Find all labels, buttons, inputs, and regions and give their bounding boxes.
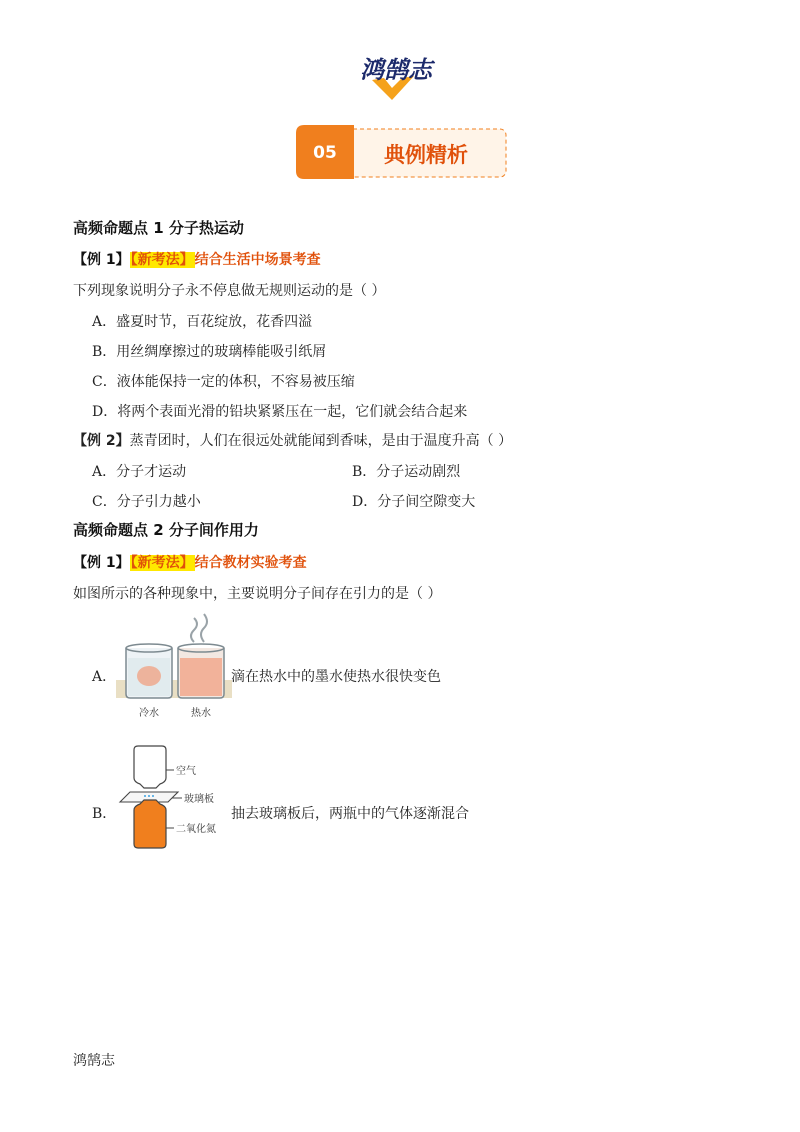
example1-header [73, 249, 321, 269]
example-tag: 【例 1】 [73, 252, 130, 268]
label-no2: 二氧化氮 [176, 824, 216, 835]
option-d: D．将两个表面光滑的铅块紧紧压在一起，它们就会结合起来 [92, 404, 468, 420]
option-c: C．液体能保持一定的体积，不容易被压缩 [92, 374, 355, 390]
example1-header [73, 552, 307, 572]
option-d: D．分子间空隙变大 [352, 494, 476, 510]
footer-text: 鸿鹄志 [73, 1053, 115, 1069]
gas-bottles-figure [116, 744, 224, 854]
label-glass-plate: 玻璃板 [184, 794, 214, 805]
section1-heading: 高频命题点 1 分子热运动 [73, 219, 244, 237]
question-text: 如图所示的各种现象中，主要说明分子间存在引力的是（ ） [73, 586, 442, 602]
option-a-text: 滴在热水中的墨水使热水很快变色 [231, 669, 441, 685]
example-topic: 结合生活中场景考查 [194, 252, 321, 268]
option-c: C．分子引力越小 [92, 494, 201, 510]
question-text: 下列现象说明分子永不停息做无规则运动的是（ ） [73, 283, 386, 299]
option-a: A．盛夏时节，百花绽放，花香四溢 [92, 314, 313, 330]
section2-heading: 高频命题点 2 分子间作用力 [73, 521, 259, 539]
banner-number: 05 [313, 143, 337, 163]
brand-logo [352, 54, 468, 106]
logo-text: 鸿鹄志 [360, 56, 432, 84]
option-b-letter: B． [92, 806, 117, 822]
option-b: B．用丝绸摩擦过的玻璃棒能吸引纸屑 [92, 344, 327, 360]
question-text: 蒸青团时，人们在很远处就能闻到香味，是由于温度升高（ ） [129, 433, 513, 449]
beakers-figure [116, 612, 232, 722]
section-banner [294, 123, 510, 181]
example-tag: 【例 1】 [73, 555, 130, 571]
new-method-label: 【新考法】 [130, 252, 194, 268]
label-air: 空气 [176, 766, 196, 777]
option-b: B．分子运动剧烈 [352, 464, 461, 480]
example-tag: 【例 2】 [73, 433, 130, 449]
option-a: A．分子才运动 [92, 464, 187, 480]
caption-cold: 冷水 [139, 708, 159, 719]
caption-hot: 热水 [191, 708, 211, 719]
banner-title: 典例精析 [384, 143, 468, 167]
option-b-text: 抽去玻璃板后，两瓶中的气体逐渐混合 [231, 806, 469, 822]
example2-row [73, 430, 512, 450]
new-method-label: 【新考法】 [130, 555, 194, 571]
option-a-letter: A． [92, 669, 117, 685]
example-topic: 结合教材实验考查 [194, 555, 307, 571]
